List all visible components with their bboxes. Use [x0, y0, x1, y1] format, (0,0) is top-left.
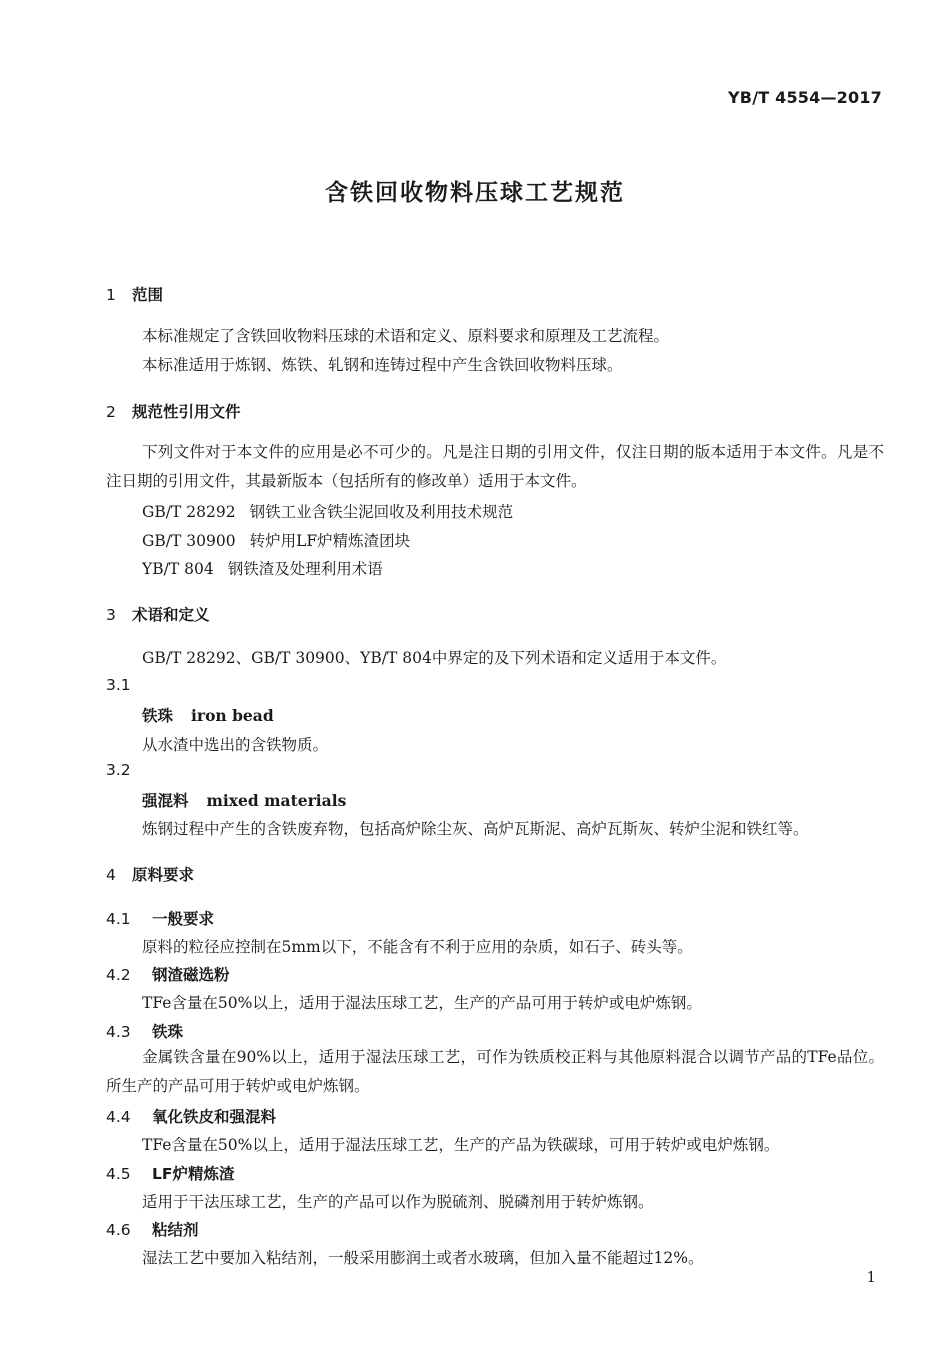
reference-code: GB/T 28292	[142, 503, 236, 521]
term-definition: 从水渣中选出的含铁物质。	[142, 736, 329, 754]
subsection-title: 氧化铁皮和强混料	[152, 1108, 277, 1126]
section-number: 4	[106, 866, 116, 884]
reference-item	[142, 529, 410, 551]
page-number: 1	[866, 1268, 876, 1286]
term-number-value: 3.2	[106, 761, 131, 779]
subsection-heading	[106, 1020, 183, 1042]
subsection-text: 湿法工艺中要加入粘结剂，一般采用膨润土或者水玻璃，但加入量不能超过12%。	[142, 1249, 704, 1267]
subsection-heading	[106, 1162, 234, 1184]
term-number-value: 3.1	[106, 676, 131, 694]
subsection-number: 4.5	[106, 1165, 131, 1183]
subsection-number: 4.2	[106, 966, 131, 984]
section-number: 3	[106, 606, 116, 624]
term-number	[106, 676, 132, 694]
reference-name: 钢铁渣及处理利用术语	[227, 560, 383, 578]
subsection-text: 原料的粒径应控制在5mm以下，不能含有不利于应用的杂质，如石子、砖头等。	[142, 938, 693, 956]
subsection-title: 钢渣磁选粉	[152, 966, 230, 984]
reference-name: 钢铁工业含铁尘泥回收及利用技术规范	[249, 503, 514, 521]
document-title: 含铁回收物料压球工艺规范	[325, 180, 625, 206]
subsection-number: 4.6	[106, 1221, 131, 1239]
subsection-text: 金属铁含量在90%以上，适用于湿法压球工艺，可作为铁质校正料与其他原料混合以调节产品的TFe品位。所生产的产品可用于转炉或电炉炼钢。	[106, 1048, 884, 1095]
scope-paragraph-1: 本标准规定了含铁回收物料压球的术语和定义、原料要求和原理及工艺流程。	[142, 327, 670, 345]
term-entry	[142, 704, 274, 726]
section-1-heading	[106, 283, 163, 305]
section-title: 原料要求	[132, 866, 195, 884]
reference-name: 转炉用LF炉精炼渣团块	[249, 532, 411, 550]
term-chinese: 强混料	[142, 792, 189, 810]
subsection-text: TFe含量在50%以上，适用于湿法压球工艺，生产的产品可用于转炉或电炉炼钢。	[142, 994, 702, 1012]
reference-code: GB/T 30900	[142, 532, 236, 550]
subsection-heading	[106, 963, 230, 985]
section-3-heading	[106, 603, 210, 625]
section-2-heading	[106, 400, 241, 422]
subsection-title: LF炉精炼渣	[152, 1165, 235, 1183]
section-4-heading	[106, 863, 194, 885]
subsection-heading	[106, 1105, 276, 1127]
section-title: 术语和定义	[132, 606, 210, 624]
normative-references-intro: 下列文件对于本文件的应用是必不可少的。凡是注日期的引用文件，仅注日期的版本适用于本文件。凡是不注日期的引用文件，其最新版本（包括所有的修改单）适用于本文件。	[106, 443, 884, 490]
subsection-title: 铁珠	[152, 1023, 184, 1041]
section-title: 规范性引用文件	[132, 403, 241, 421]
section-number: 1	[106, 286, 116, 304]
term-definition: 炼钢过程中产生的含铁废弃物，包括高炉除尘灰、高炉瓦斯泥、高炉瓦斯灰、转炉尘泥和铁红等。	[142, 820, 809, 838]
term-entry	[142, 789, 346, 811]
reference-item	[142, 557, 383, 579]
term-chinese: 铁珠	[142, 707, 174, 725]
section-number: 2	[106, 403, 116, 421]
reference-item	[142, 500, 513, 522]
subsection-title: 粘结剂	[152, 1221, 199, 1239]
standard-number: YB/T 4554—2017	[728, 88, 882, 107]
subsection-number: 4.1	[106, 910, 131, 928]
subsection-text: TFe含量在50%以上，适用于湿法压球工艺，生产的产品为铁碳球，可用于转炉或电炉炼钢。	[142, 1136, 780, 1154]
subsection-heading	[106, 907, 214, 929]
subsection-heading	[106, 1218, 199, 1240]
subsection-text: 适用于干法压球工艺，生产的产品可以作为脱硫剂、脱磷剂用于转炉炼钢。	[142, 1193, 654, 1211]
term-english: mixed materials	[206, 791, 347, 810]
subsection-number: 4.3	[106, 1023, 131, 1041]
scope-paragraph-2: 本标准适用于炼钢、炼铁、轧钢和连铸过程中产生含铁回收物料压球。	[142, 356, 623, 374]
subsection-number: 4.4	[106, 1108, 131, 1126]
term-english: iron bead	[191, 706, 274, 725]
subsection-title: 一般要求	[152, 910, 215, 928]
section-title: 范围	[132, 286, 164, 304]
term-number	[106, 761, 132, 779]
reference-code: YB/T 804	[142, 560, 214, 578]
terms-intro: GB/T 28292、GB/T 30900、YB/T 804中界定的及下列术语和定义适用于本文件。	[142, 649, 727, 667]
